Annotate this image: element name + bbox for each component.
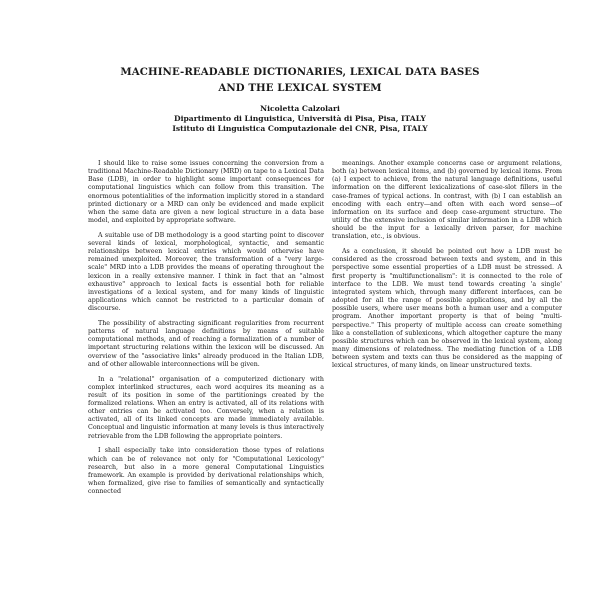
paragraph: meanings. Another example concerns case or argument relations, both (a) between lexical items, and (b) governed by lexical items. From (a) I expect to achieve, from the natural language definitions, useful information on the different lexicalizations of case-slot fillers in the case-frames of typical actions. In contrast, with (b) I can establish an encoding with each entry—and often with each word sense—of information on its surface and deep case-argument structure. The utility of the extensive inclusion of similar information in a LDB which should be the input for a lexically driven parser, for machine translation, etc., is obvious. bbox=[332, 160, 562, 241]
paragraph: I shall especially take into consideration those types of relations which can be of relevance not only for "Computational Lexicology" research, but also in a more general Computational Linguistics framework. An example is provided by derivational relationships which, when formalized, give rise to families of semantically and syntactically connected bbox=[88, 447, 324, 496]
paragraph: A suitable use of DB methodology is a good starting point to discover several kinds of lexical, morphological, syntactic, and semantic relationships between lexical entries which would otherwise have remained unexploited. Moreover, the transformation of a "very large-scale" MRD into a LDB provides the means of operating throughout the lexicon in a really extensive manner. I think in fact that an "almost exhaustive" approach to lexical facts is essential both for reliable investigations of a lexical system, and for many kinds of linguistic applications which cannot be restricted to a particular domain of discourse. bbox=[88, 231, 324, 313]
paragraph: I should like to raise some issues concerning the conversion from a traditional Machine-Readable Dictionary (MRD) on tape to a Lexical Data Base (LDB), in order to highlight some important consequences for computational linguistics which can follow from this transition. The enormous potentialities of the information implicitly stored in a standard printed dictionary or a MRD can only be evidenced and made explicit when the same data are given a new logical structure in a data base model, and exploited by appropriate software. bbox=[88, 160, 324, 225]
paper-title-line-1: MACHINE-READABLE DICTIONARIES, LEXICAL DATA BASES bbox=[120, 66, 480, 78]
paragraph: In a "relational" organisation of a computerized dictionary with complex interlinked structures, each word acquires its meaning as a result of its position in some of the partitionings created by the formalized relations. When an entry is activated, all of its relations with other entries can be activated too. Conversely, when a relation is activated, all of its linked concepts are made immediately available. Conceptual and linguistic information at many levels is thus interactively retrievable from the LDB following the appropriate pointers. bbox=[88, 375, 324, 440]
right-column bbox=[332, 160, 562, 377]
paragraph: The possibility of abstracting significant regularities from recurrent patterns of natural language definitions by means of suitable computational methods, and of reaching a formalization of a number of important structuring relations within the lexicon will be discussed. An overview of the "associative links" already produced in the Italian LDB, and of other allowable interconnections will be given. bbox=[88, 320, 324, 368]
affiliation-2: Istituto di Linguistica Computazionale del CNR, Pisa, ITALY bbox=[172, 124, 428, 133]
left-column bbox=[88, 160, 324, 503]
paragraph: As a conclusion, it should be pointed out how a LDB must be considered as the crossroad between texts and system, and in this perspective some essential properties of a LDB must be stressed. A first property is "multifunctionalism": it is connected to the role of interface to the LDB. We must tend towards creating 'a single' integrated system which, through many different interfaces, can be adopted for all the range of possible applications, and by all the possible users, where user means both a human user and a computer program. Another important property is that of being "multi-perspective." This property of multiple access can create something like a constellation of sublexicons, which altogether capture the many possible structures which can be observed in the lexical system, along many dimensions of relatedness. The mediating function of a LDB between system and texts can thus be considered as the mapping of lexical structures, of many kinds, on linear unstructured texts. bbox=[332, 248, 562, 370]
affiliation-1: Dipartimento di Linguistica, Università di Pisa, Pisa, ITALY bbox=[174, 114, 426, 123]
author-name: Nicoletta Calzolari bbox=[260, 104, 340, 113]
paper-title-line-2: AND THE LEXICAL SYSTEM bbox=[218, 82, 382, 94]
